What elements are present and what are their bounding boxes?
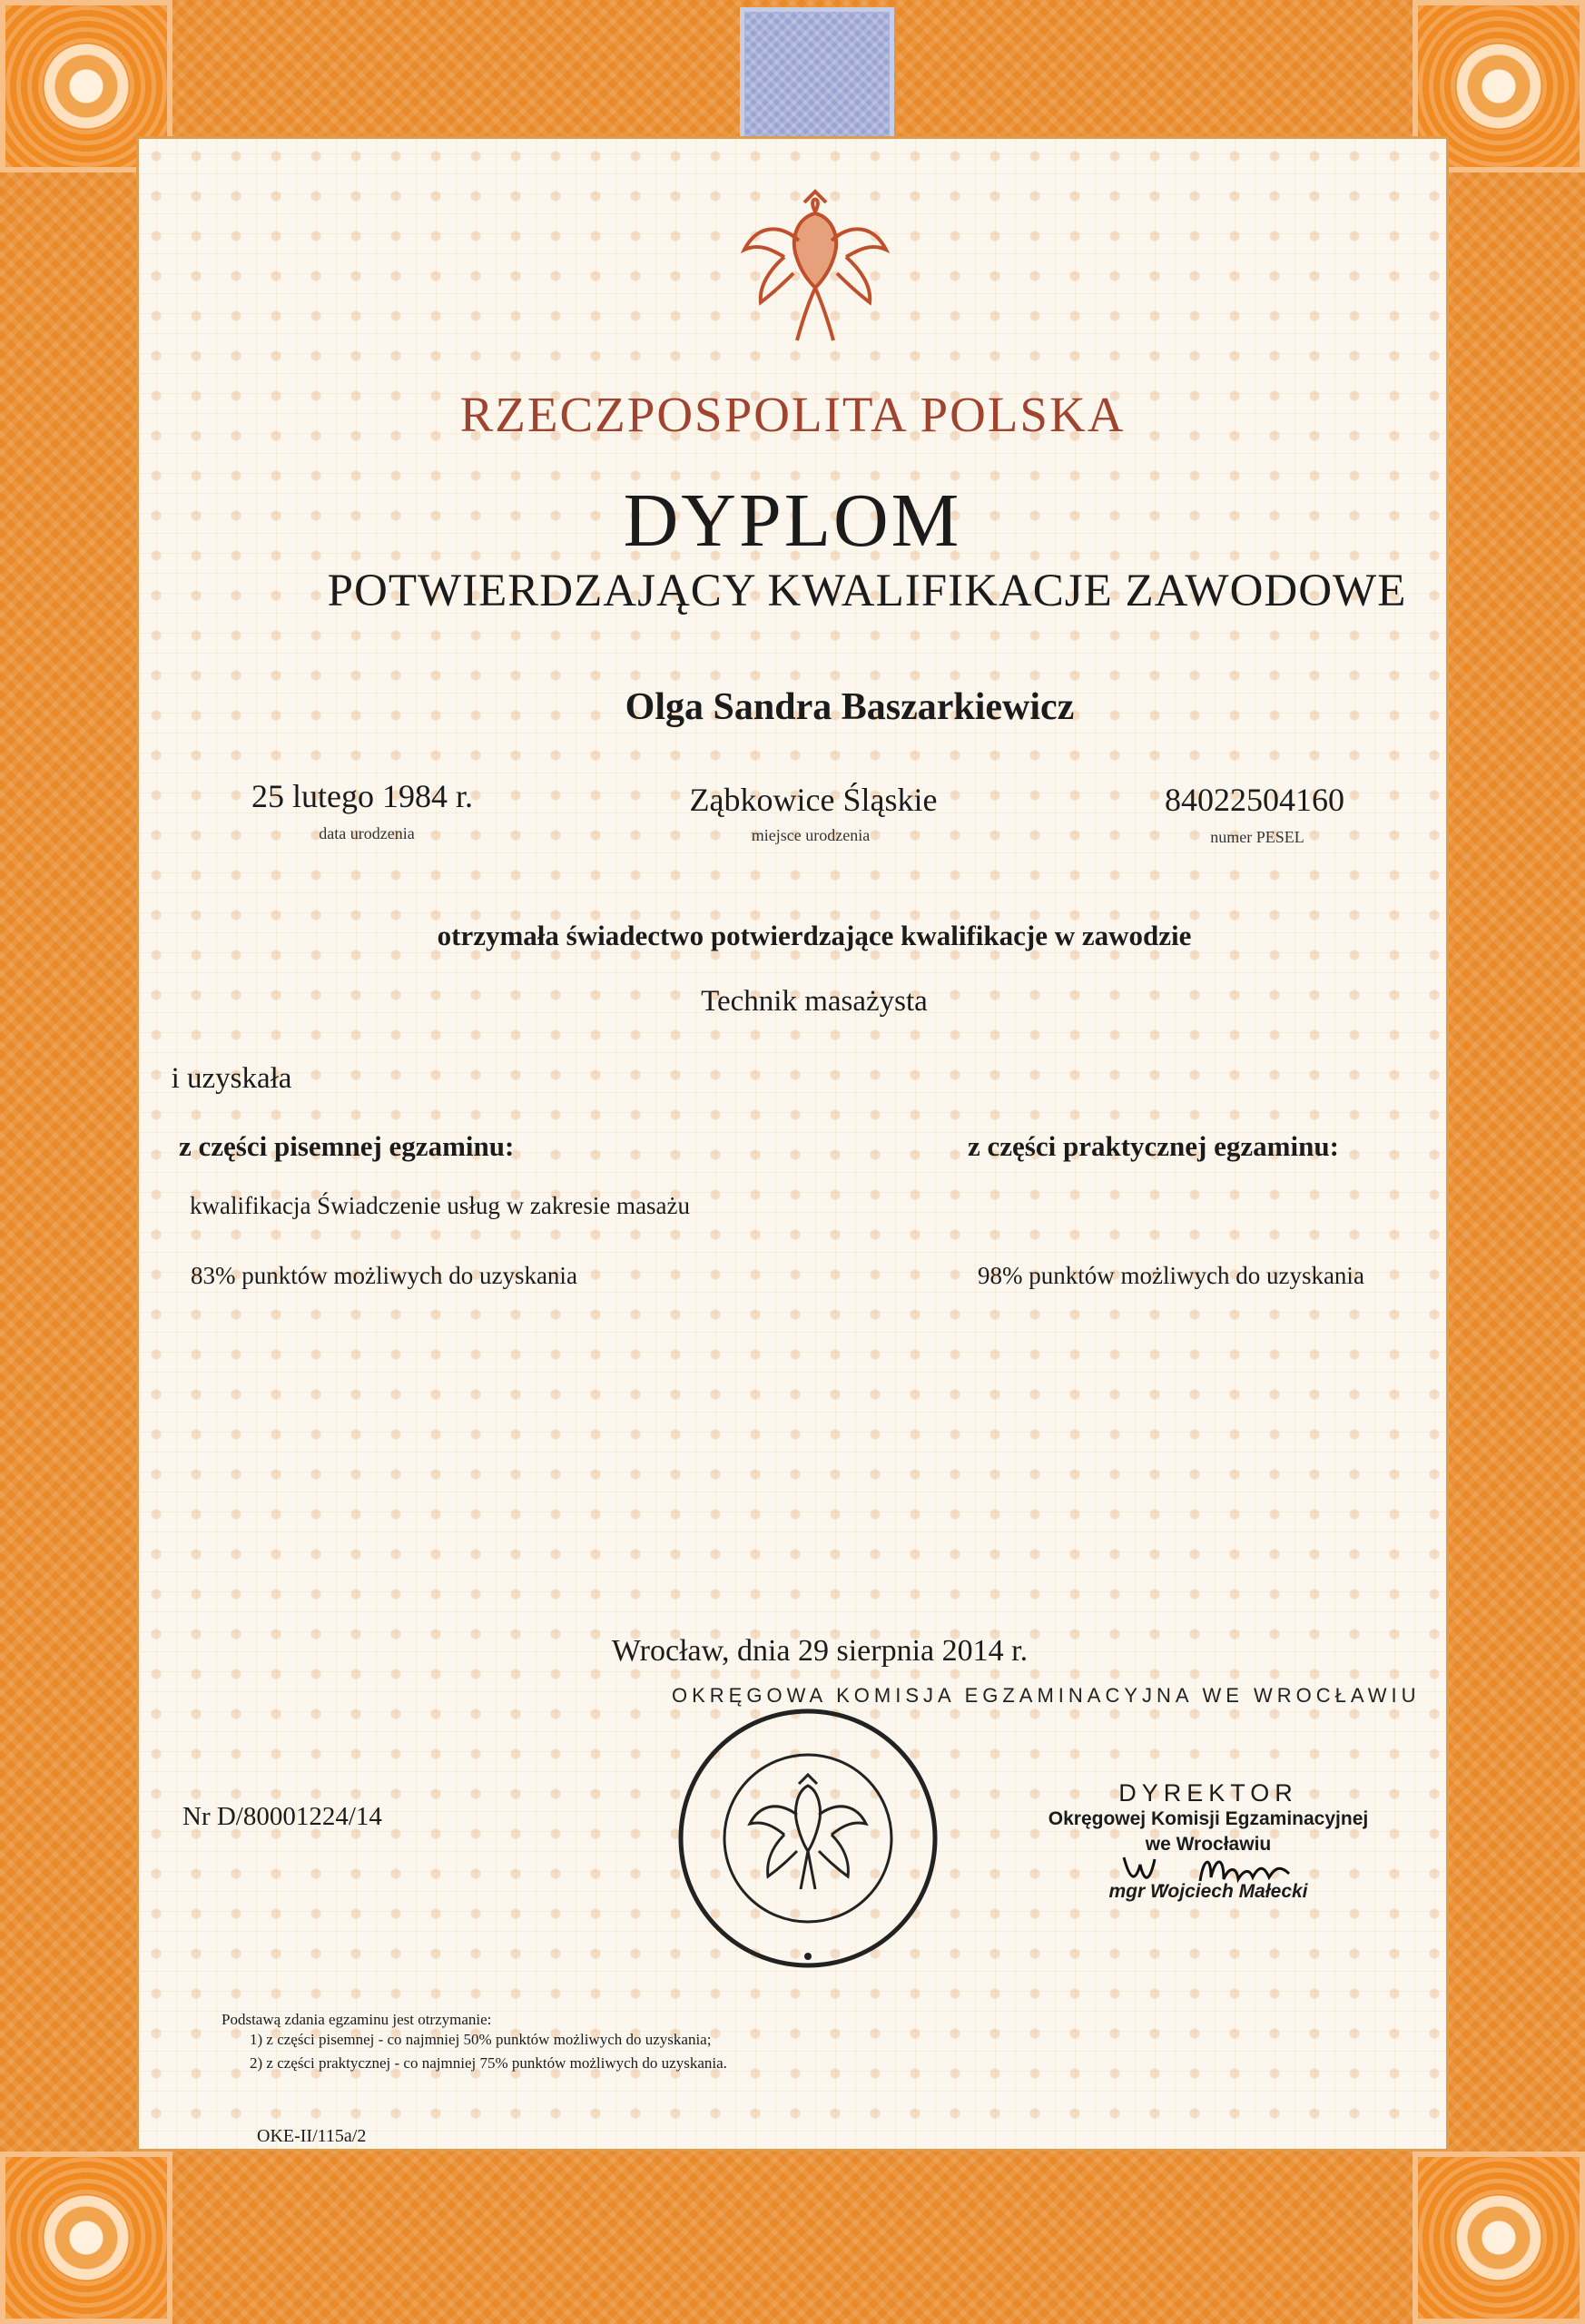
country-name: RZECZPOSPOLITA POLSKA [459,387,1126,442]
hologram-security-mark [740,7,894,153]
corner-ornament-bottom-left [0,2152,172,2324]
seal-text: OKRĘGOWA KOMISJA EGZAMINACYJNA WE WROCŁAWIU [672,1684,1421,1707]
director-name: mgr Wojciech Małecki [1108,1881,1308,1902]
birth-date-value: 25 lutego 1984 r. [251,778,473,814]
birth-date-caption: data urodzenia [319,824,415,842]
pesel-value: 84022504160 [1165,782,1344,818]
qualification-line: kwalifikacja Świadczenie usług w zakresie masażu [190,1192,691,1219]
director-organization: Okręgowej Komisji Egzaminacyjnej [1048,1808,1369,1829]
pesel-caption: numer PESEL [1210,828,1304,846]
written-exam-heading: z części pisemnej egzaminu: [179,1130,515,1162]
diploma-number: Nr D/80001224/14 [182,1802,382,1831]
corner-ornament-bottom-right [1413,2152,1585,2324]
exam-basis-rule-2: 2) z części praktycznej - co najmniej 75% punktów możliwych do uzyskania. [250,2054,727,2072]
director-title: DYREKTOR [1118,1779,1298,1807]
profession-name: Technik masażysta [701,985,928,1018]
diploma-subtitle: POTWIERDZAJĄCY KWALIFIKACJE ZAWODOWE [327,566,1407,616]
received-statement: otrzymała świadectwo potwierdzające kwalifikacje w zawodzie [437,920,1192,951]
exam-basis-rule-1: 1) z części pisemnej - co najmniej 50% punktów możliwych do uzyskania; [250,2031,712,2048]
birth-place-caption: miejsce urodzenia [751,826,871,844]
form-code: OKE-II/115a/2 [257,2126,367,2146]
practical-exam-points: 98% punktów możliwych do uzyskania [978,1262,1364,1289]
diploma-title: DYPLOM [623,478,962,563]
issue-place-date: Wrocław, dnia 29 sierpnia 2014 r. [611,1634,1029,1668]
eagle-emblem-icon [733,186,897,354]
written-exam-points: 83% punktów możliwych do uzyskania [191,1262,577,1289]
practical-exam-heading: z części praktycznej egzaminu: [968,1130,1339,1162]
exam-basis-heading: Podstawą zdania egzaminu jest otrzymanie: [222,2011,492,2028]
birth-place-value: Ząbkowice Śląskie [689,782,938,818]
holder-name: Olga Sandra Baszarkiewicz [625,686,1075,728]
director-city: we Wrocławiu [1145,1834,1272,1855]
gained-statement: i uzyskała [171,1062,292,1095]
